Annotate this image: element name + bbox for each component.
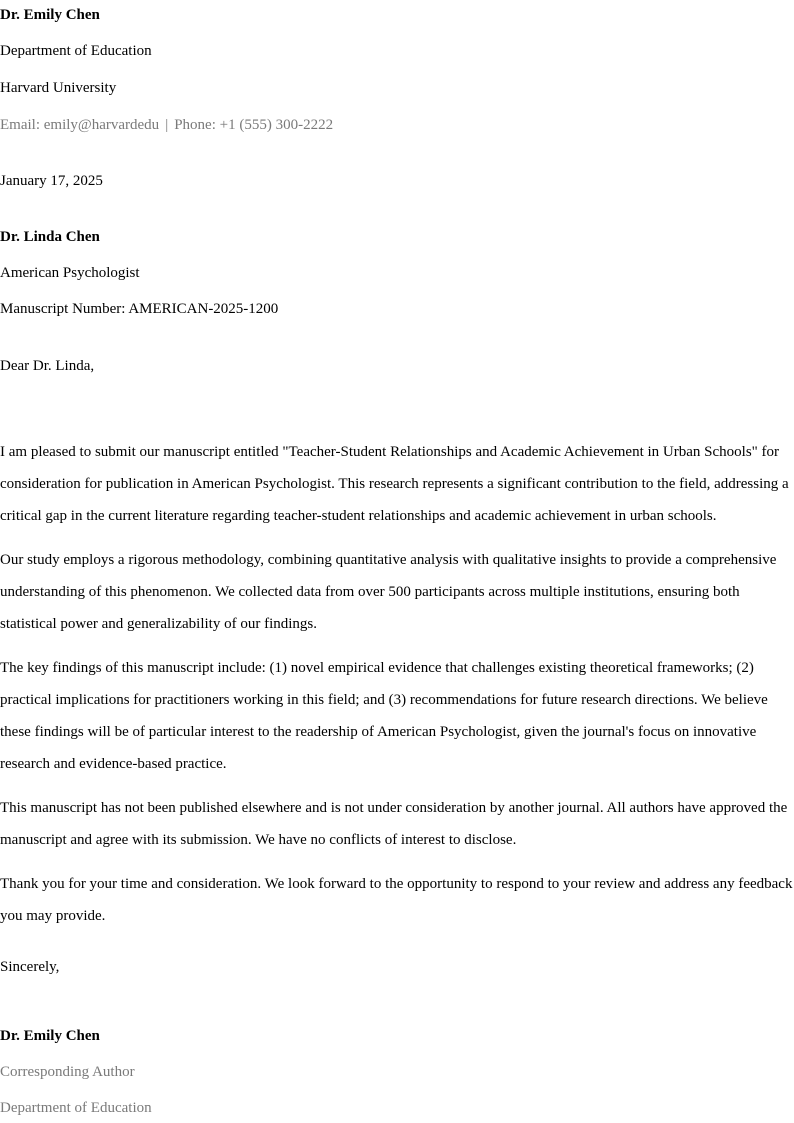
sender-email: Email: emily@harvardedu — [0, 117, 160, 133]
recipient-block — [0, 230, 794, 317]
sender-contact-line — [0, 118, 794, 133]
salutation: Dear Dr. Linda, — [0, 358, 95, 374]
contact-separator: | — [165, 117, 169, 133]
sender-phone: Phone: +1 (555) 300-2222 — [174, 117, 334, 133]
body-paragraph: Our study employs a rigorous methodology, combining quantitative analysis with qualitative insights to provide a comprehensive understanding of this phenomenon. We collected data from over 500 participants across multiple institutions, ensuring both statistical power and generalizability of our findings. — [0, 552, 777, 632]
body-paragraph: I am pleased to submit our manuscript entitled "Teacher-Student Relationships and Academic Achievement in Urban Schools" for consideration for publication in American Psychologist. This research represents a significant contribution to the field, addressing a critical gap in the current literature regarding teacher-student relationships and academic achievement in urban schools. — [0, 444, 789, 524]
letterhead — [0, 0, 794, 133]
body-paragraph: This manuscript has not been published elsewhere and is not under consideration by another journal. All authors have approved the manuscript and agree with its submission. We have no conflicts of interest to disclose. — [0, 800, 788, 848]
signature-name: Dr. Emily Chen — [0, 1028, 100, 1044]
recipient-manuscript-number: Manuscript Number: AMERICAN-2025-1200 — [0, 301, 279, 317]
signature-role: Corresponding Author — [0, 1064, 135, 1080]
signature-department: Department of Education — [0, 1100, 152, 1116]
sender-name: Dr. Emily Chen — [0, 7, 100, 23]
sender-institution: Harvard University — [0, 80, 117, 96]
body-paragraph: Thank you for your time and consideration. We look forward to the opportunity to respond to your review and address any feedback you may provide. — [0, 876, 793, 924]
body-paragraph: The key findings of this manuscript include: (1) novel empirical evidence that challenges existing theoretical frameworks; (2) practical implications for practitioners working in this field; and (3) recommendations for future research directions. We believe these findings will be of particular interest to the readership of American Psychologist, given the journal's focus on innovative research and evidence-based practice. — [0, 660, 768, 772]
letter-date: January 17, 2025 — [0, 173, 103, 189]
recipient-name: Dr. Linda Chen — [0, 229, 100, 245]
closing-salutation: Sincerely, — [0, 959, 60, 975]
recipient-journal: American Psychologist — [0, 265, 140, 281]
signature-block — [0, 1029, 794, 1116]
letter-body — [0, 436, 794, 932]
sender-department: Department of Education — [0, 43, 152, 59]
